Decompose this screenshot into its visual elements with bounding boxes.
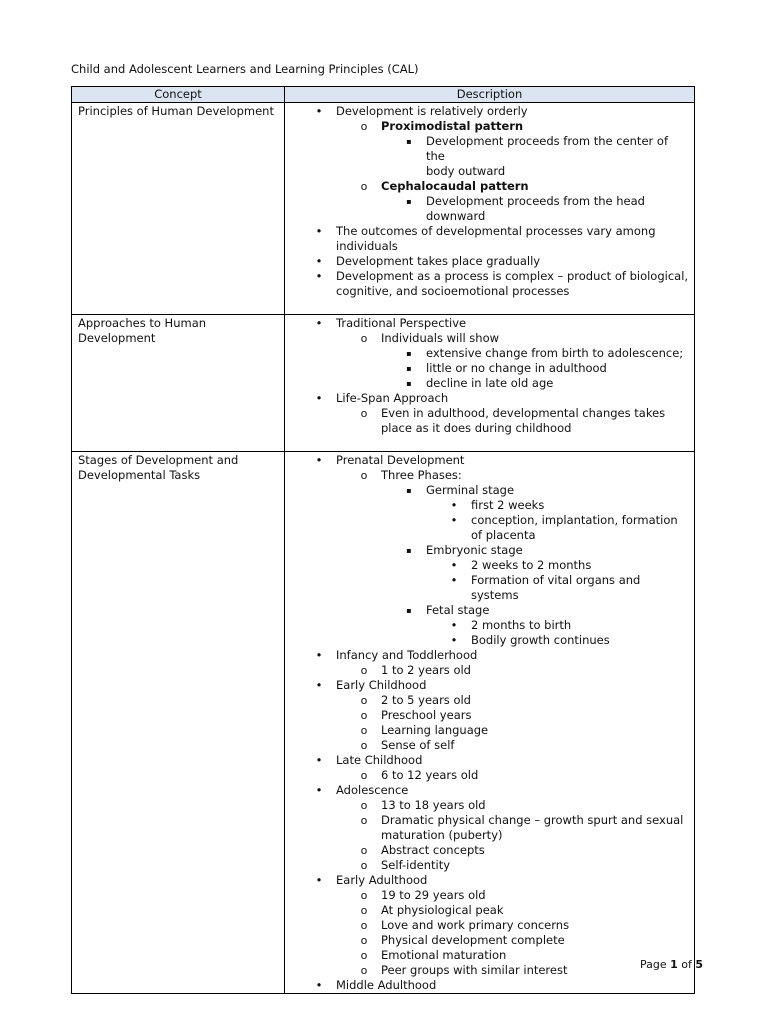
list-item-text: place as it does during childhood [381,421,572,435]
list-item-text: Proximodistal pattern [381,119,524,133]
circle-bullet-icon: o [360,889,368,902]
list-item [285,453,690,468]
list-item [285,828,690,843]
bullet-icon: • [450,618,458,632]
list-item [285,918,690,933]
list-item [285,693,690,708]
square-bullet-icon: ▪ [406,349,412,358]
list-item-text: Physical development complete [381,933,565,947]
list-item [285,468,690,483]
bullet-icon: • [315,269,323,283]
list-item [285,346,690,361]
list-item-text: body outward [426,164,506,178]
list-item [285,209,690,224]
list-item-text: first 2 weeks [471,498,545,512]
list-item-text: Middle Adulthood [336,978,437,992]
table-row [72,452,695,994]
bullet-icon: • [450,513,458,527]
page-footer [640,958,703,971]
list-item-text: Preschool years [381,708,472,722]
list-item-text: Dramatic physical change – growth spurt and sexual [381,813,684,827]
circle-bullet-icon: o [360,814,368,827]
list-item-text: Development proceeds from the center of the [426,134,668,163]
list-item-text: little or no change in adulthood [426,361,607,375]
list-item [285,648,690,663]
list-item [285,316,690,331]
list-item [285,498,690,513]
list-item-text: maturation (puberty) [381,828,503,842]
list-item-text: 6 to 12 years old [381,768,479,782]
list-item [285,528,690,543]
description-cell [285,452,695,994]
circle-bullet-icon: o [360,180,368,193]
list-item-text: 19 to 29 years old [381,888,486,902]
list-item-text: individuals [336,239,398,253]
list-item-text: decline in late old age [426,376,554,390]
list-item-text: Abstract concepts [381,843,485,857]
list-item [285,254,690,269]
list-item [285,708,690,723]
table-body [72,103,695,994]
list-item-text: Love and work primary concerns [381,918,570,932]
list-item [285,618,690,633]
circle-bullet-icon: o [360,469,368,482]
circle-bullet-icon: o [360,332,368,345]
list-item-text: 2 weeks to 2 months [471,558,592,572]
list-item-text: Late Childhood [336,753,423,767]
square-bullet-icon: ▪ [406,546,412,555]
list-item-text: Self-identity [381,858,451,872]
list-item [285,948,690,963]
list-item [285,798,690,813]
list-item [285,179,690,194]
list-item [285,361,690,376]
list-item-text: Development proceeds from the head [426,194,645,208]
circle-bullet-icon: o [360,724,368,737]
list-item [285,376,690,391]
list-item [285,284,690,299]
bullet-icon: • [315,678,323,692]
bullet-icon: • [450,558,458,572]
list-item-text: Learning language [381,723,489,737]
list-item [285,903,690,918]
list-item [285,633,690,648]
list-item-text: 13 to 18 years old [381,798,486,812]
list-item-text: Early Childhood [336,678,427,692]
bullet-icon: • [315,753,323,767]
list-item [285,858,690,873]
list-item-text: The outcomes of developmental processes vary among [336,224,656,238]
list-item [285,783,690,798]
circle-bullet-icon: o [360,934,368,947]
list-item-text: extensive change from birth to adolescence; [426,346,684,360]
list-item-text: conception, implantation, formation [471,513,678,527]
circle-bullet-icon: o [360,859,368,872]
concept-cell: Principles of Human Development [72,103,285,315]
list-item-text: Three Phases: [381,468,462,482]
list-item [285,843,690,858]
list-item [285,483,690,498]
list-item [285,888,690,903]
list-item [285,164,690,179]
list-item [285,391,690,406]
page-label: Page [640,958,667,971]
list-item [285,768,690,783]
page-current: 1 [670,958,678,971]
list-item [285,513,690,528]
list-item [285,119,690,134]
list-item-text: Formation of vital organs and systems [471,573,641,602]
bullet-icon: • [315,254,323,268]
circle-bullet-icon: o [360,709,368,722]
list-item-text: cognitive, and socioemotional processes [336,284,570,298]
table-row [72,103,695,315]
list-item-text: Development takes place gradually [336,254,541,268]
list-item [285,421,690,436]
square-bullet-icon: ▪ [406,486,412,495]
list-item [285,406,690,421]
list-item [285,239,690,254]
list-item-text: Cephalocaudal pattern [381,179,529,193]
circle-bullet-icon: o [360,769,368,782]
of-label: of [681,958,692,971]
list-item-text: of placenta [471,528,536,542]
square-bullet-icon: ▪ [406,197,412,206]
list-item-text: At physiological peak [381,903,504,917]
bullet-icon: • [315,104,323,118]
list-item-text: Individuals will show [381,331,500,345]
list-item [285,933,690,948]
list-item [285,678,690,693]
list-item [285,738,690,753]
list-item [285,873,690,888]
list-item-text: Sense of self [381,738,455,752]
list-item-text: Fetal stage [426,603,490,617]
bullet-icon: • [450,573,458,587]
list-item-text: 1 to 2 years old [381,663,471,677]
list-item [285,104,690,119]
document-title: Child and Adolescent Learners and Learning Principles (CAL) [71,62,419,76]
circle-bullet-icon: o [360,919,368,932]
list-item-text: Life-Span Approach [336,391,449,405]
list-item [285,194,690,209]
cal-table [71,86,695,994]
header-description: Description [285,87,695,103]
bullet-icon: • [315,978,323,992]
list-item-text: Infancy and Toddlerhood [336,648,478,662]
list-item [285,573,690,603]
concept-cell: Approaches to Human Development [72,315,285,452]
list-item-text: Prenatal Development [336,453,465,467]
list-item [285,543,690,558]
list-item [285,558,690,573]
list-item-text: Traditional Perspective [336,316,467,330]
list-item-text: Embryonic stage [426,543,523,557]
table-header-row [72,87,695,103]
list-item [285,963,690,978]
row-spacer [285,436,690,451]
list-item [285,978,690,993]
list-item [285,269,690,284]
bullet-icon: • [450,498,458,512]
square-bullet-icon: ▪ [406,137,412,146]
bullet-icon: • [315,453,323,467]
bullet-icon: • [315,873,323,887]
circle-bullet-icon: o [360,120,368,133]
description-cell [285,103,695,315]
header-concept: Concept [72,87,285,103]
bullet-icon: • [450,633,458,647]
list-item-text: Adolescence [336,783,409,797]
table-row [72,315,695,452]
bullet-icon: • [315,224,323,238]
circle-bullet-icon: o [360,799,368,812]
list-item [285,813,690,828]
circle-bullet-icon: o [360,664,368,677]
bullet-icon: • [315,648,323,662]
circle-bullet-icon: o [360,949,368,962]
circle-bullet-icon: o [360,694,368,707]
circle-bullet-icon: o [360,739,368,752]
list-item [285,224,690,239]
list-item [285,753,690,768]
list-item-text: Development as a process is complex – product of biological, [336,269,689,283]
square-bullet-icon: ▪ [406,379,412,388]
circle-bullet-icon: o [360,844,368,857]
list-item-text: 2 months to birth [471,618,572,632]
square-bullet-icon: ▪ [406,606,412,615]
list-item-text: Early Adulthood [336,873,428,887]
list-item-text: Even in adulthood, developmental changes takes [381,406,666,420]
list-item-text: Peer groups with similar interest [381,963,568,977]
circle-bullet-icon: o [360,407,368,420]
bullet-icon: • [315,783,323,797]
list-item [285,723,690,738]
row-spacer [285,299,690,314]
list-item [285,603,690,618]
list-item [285,663,690,678]
description-cell [285,315,695,452]
list-item-text: Emotional maturation [381,948,507,962]
page-total: 5 [695,958,704,971]
list-item-text: Bodily growth continues [471,633,610,647]
square-bullet-icon: ▪ [406,364,412,373]
list-item-text: 2 to 5 years old [381,693,471,707]
list-item-text: Germinal stage [426,483,515,497]
list-item [285,134,690,164]
concept-cell: Stages of Development and Developmental Tasks [72,452,285,994]
bullet-icon: • [315,391,323,405]
circle-bullet-icon: o [360,964,368,977]
bullet-icon: • [315,316,323,330]
circle-bullet-icon: o [360,904,368,917]
list-item [285,331,690,346]
list-item-text: Development is relatively orderly [336,104,528,118]
list-item-text: downward [426,209,486,223]
